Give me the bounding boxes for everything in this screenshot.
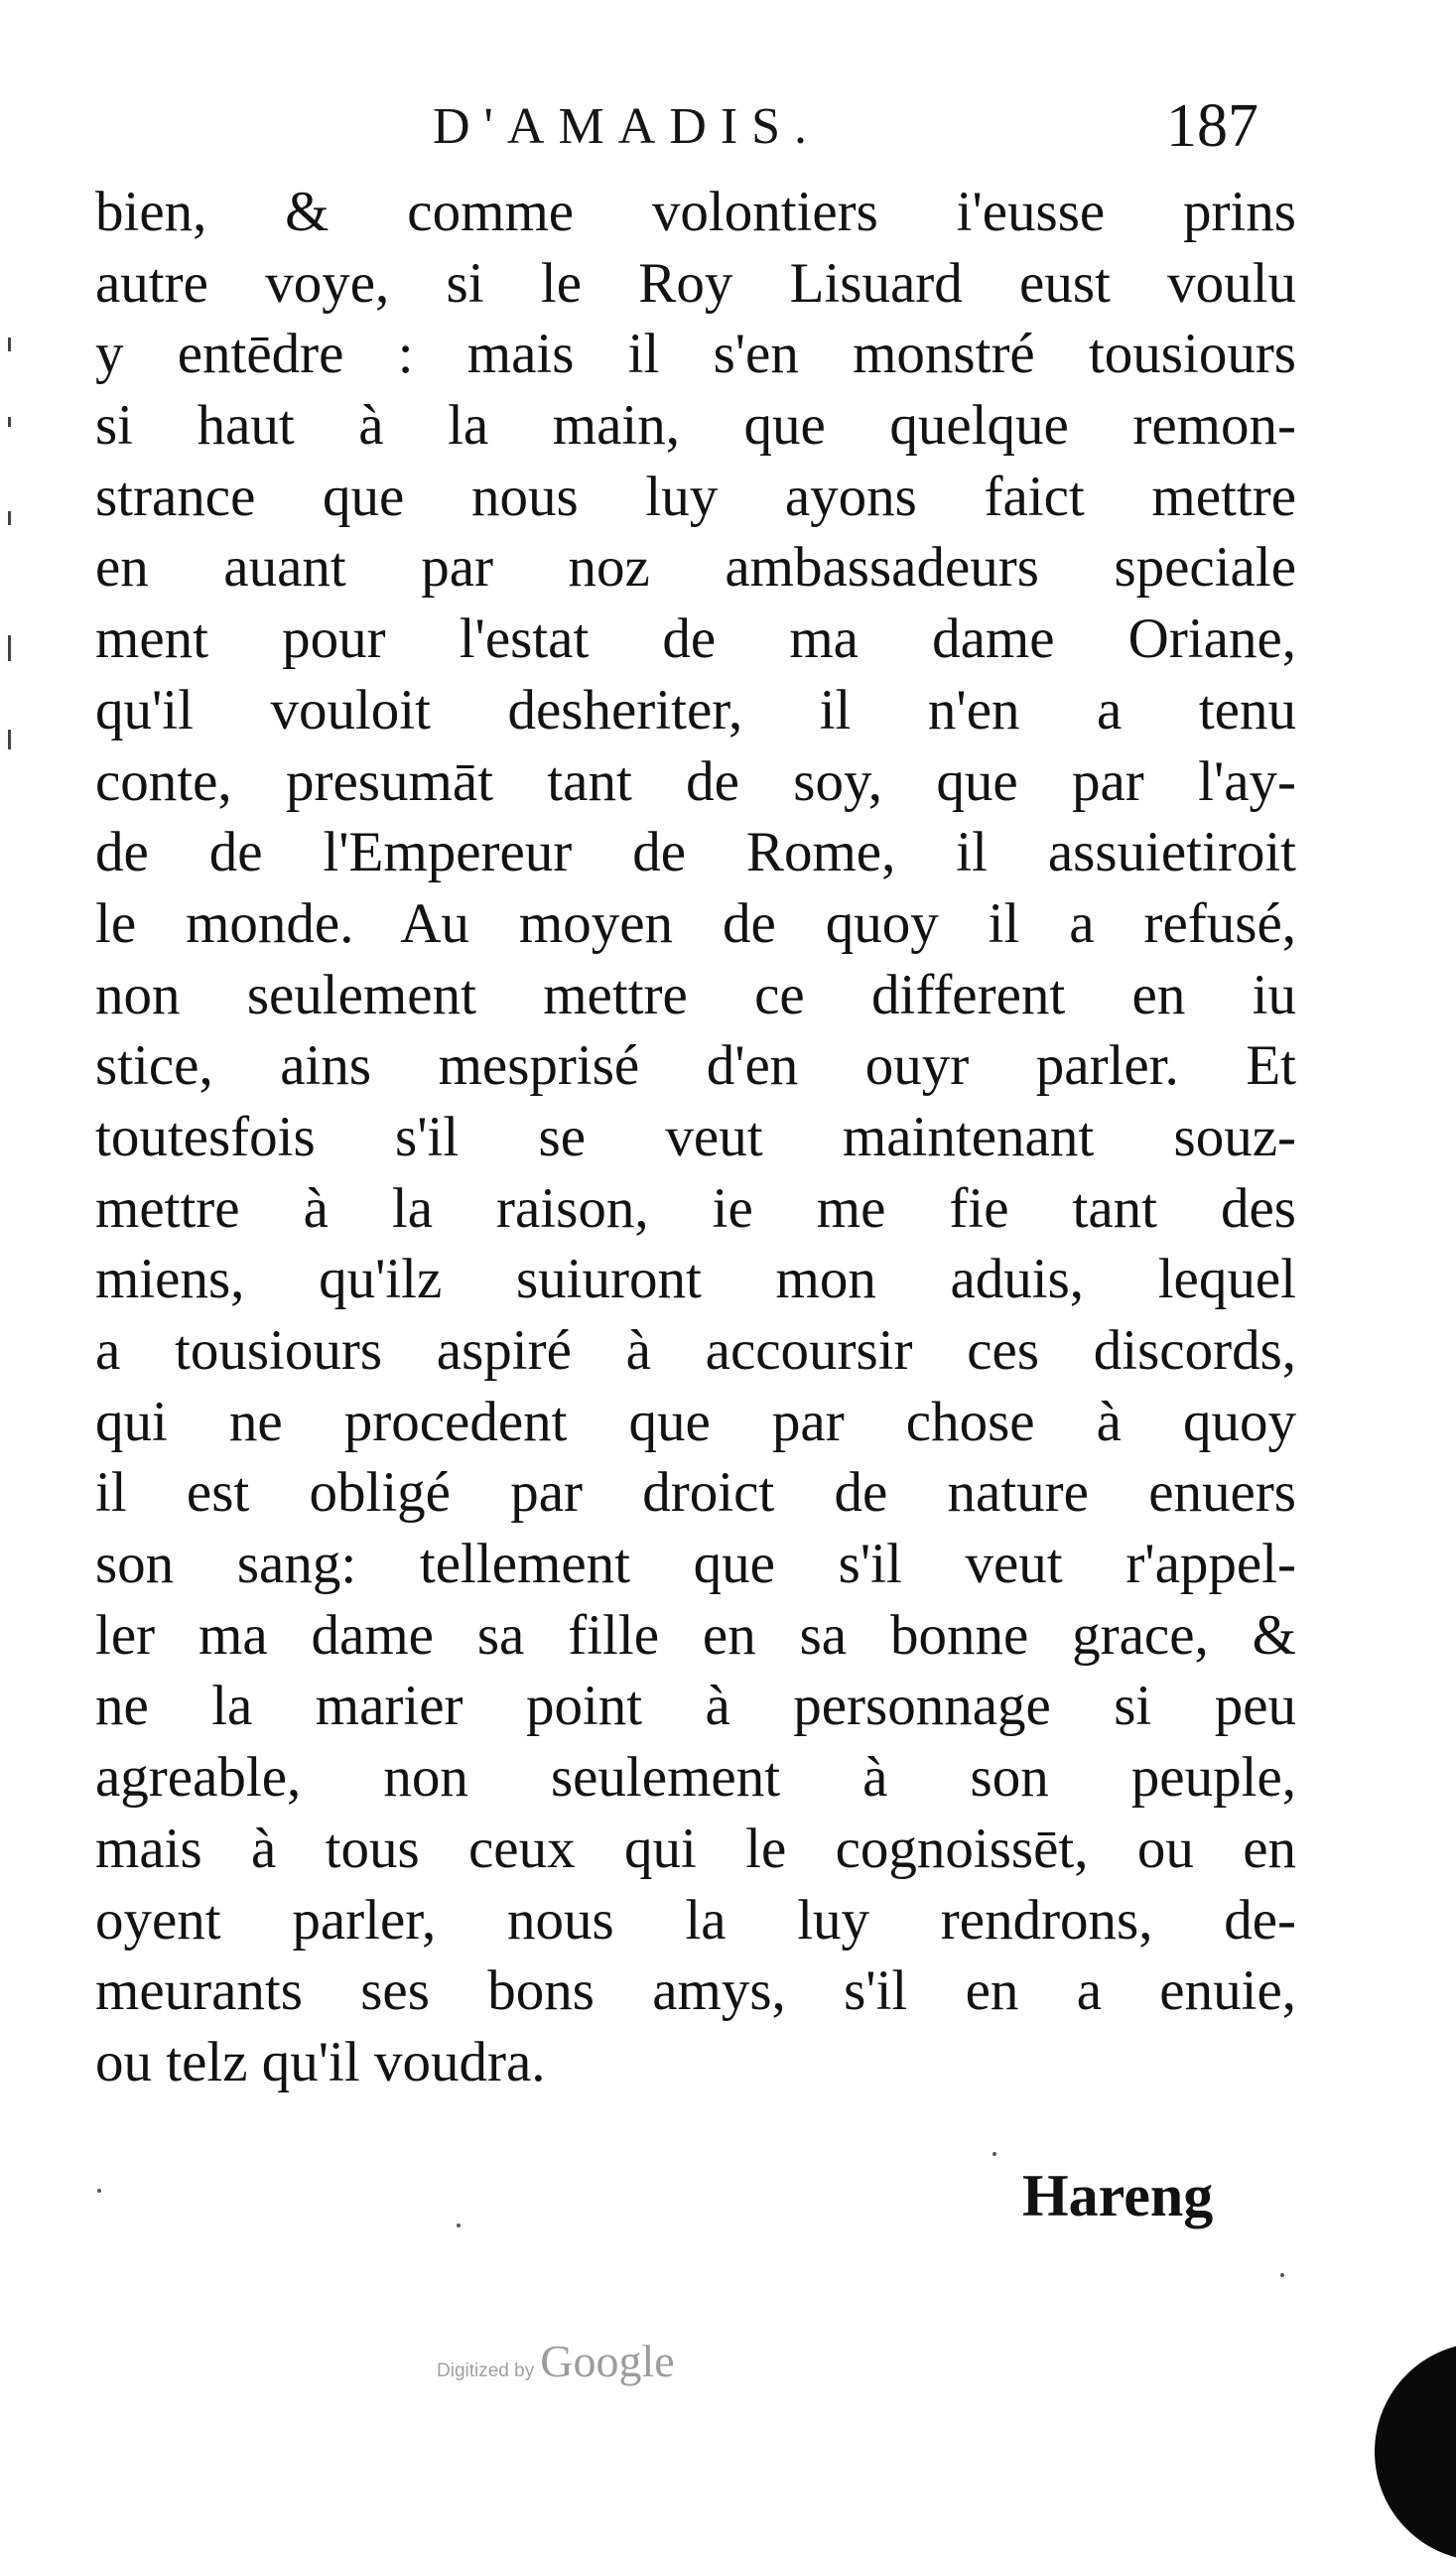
corner-thumb-shadow: [1375, 2343, 1456, 2561]
digitized-brand: Google: [540, 2336, 675, 2386]
text-line: autre voye, si le Roy Lisuard eust voulu: [95, 251, 1296, 315]
body-text: [95, 177, 1296, 2098]
margin-marks: [8, 337, 16, 754]
page-number: 187: [1166, 92, 1258, 160]
text-line: miens, qu'ilz suiuront mon aduis, lequel: [95, 1248, 1296, 1311]
ink-speck: [457, 2224, 461, 2227]
text-line: mais à tous ceux qui le cognoissēt, ou en: [95, 1817, 1296, 1880]
text-line: toutesfois s'il se veut maintenant souz-: [95, 1105, 1296, 1168]
text-line: oyent parler, nous la luy rendrons, de-: [95, 1888, 1296, 1952]
ink-speck: [993, 2152, 996, 2156]
digitized-watermark: [437, 2335, 675, 2387]
digitized-label: Digitized by: [437, 2360, 535, 2381]
text-line: non seulement mettre ce different en iu: [95, 963, 1296, 1026]
text-line: de de l'Empereur de Rome, il assuietiroit: [95, 821, 1296, 884]
text-line: conte, presumāt tant de soy, que par l'ay-: [95, 749, 1296, 813]
ink-speck: [97, 2189, 101, 2193]
text-line: le monde. Au moyen de quoy il a refusé,: [95, 891, 1296, 955]
text-line: il est obligé par droict de nature enuers: [95, 1461, 1296, 1525]
text-line: en auant par noz ambassadeurs speciale: [95, 536, 1296, 600]
ink-speck: [1280, 2273, 1284, 2277]
text-line: son sang: tellement que s'il veut r'appel-: [95, 1533, 1296, 1596]
text-line: ment pour l'estat de ma dame Oriane,: [95, 607, 1296, 671]
text-line: y entēdre : mais il s'en monstré tousiours: [95, 323, 1296, 386]
text-line: agreable, non seulement à son peuple,: [95, 1746, 1296, 1810]
text-line: ou telz qu'il voudra.: [95, 2030, 546, 2093]
text-line: a tousiours aspiré à accoursir ces discords,: [95, 1319, 1296, 1382]
text-line: meurants ses bons amys, s'il en a enuie,: [95, 1959, 1296, 2023]
text-line: ler ma dame sa fille en sa bonne grace, &: [95, 1603, 1296, 1667]
catchword: Hareng: [1022, 2163, 1214, 2228]
text-line: strance que nous luy ayons faict mettre: [95, 465, 1296, 528]
text-line: ne la marier point à personnage si peu: [95, 1675, 1296, 1738]
text-line: stice, ains mesprisé d'en ouyr parler. Et: [95, 1034, 1296, 1098]
text-line: bien, & comme volontiers i'eusse prins: [95, 181, 1296, 243]
text-line: qui ne procedent que par chose à quoy: [95, 1390, 1296, 1453]
running-head: D'AMADIS.: [433, 98, 822, 155]
text-line: qu'il vouloit desheriter, il n'en a tenu: [95, 678, 1296, 741]
text-line: si haut à la main, que quelque remon-: [95, 394, 1296, 458]
text-line: mettre à la raison, ie me fie tant des: [95, 1176, 1296, 1240]
